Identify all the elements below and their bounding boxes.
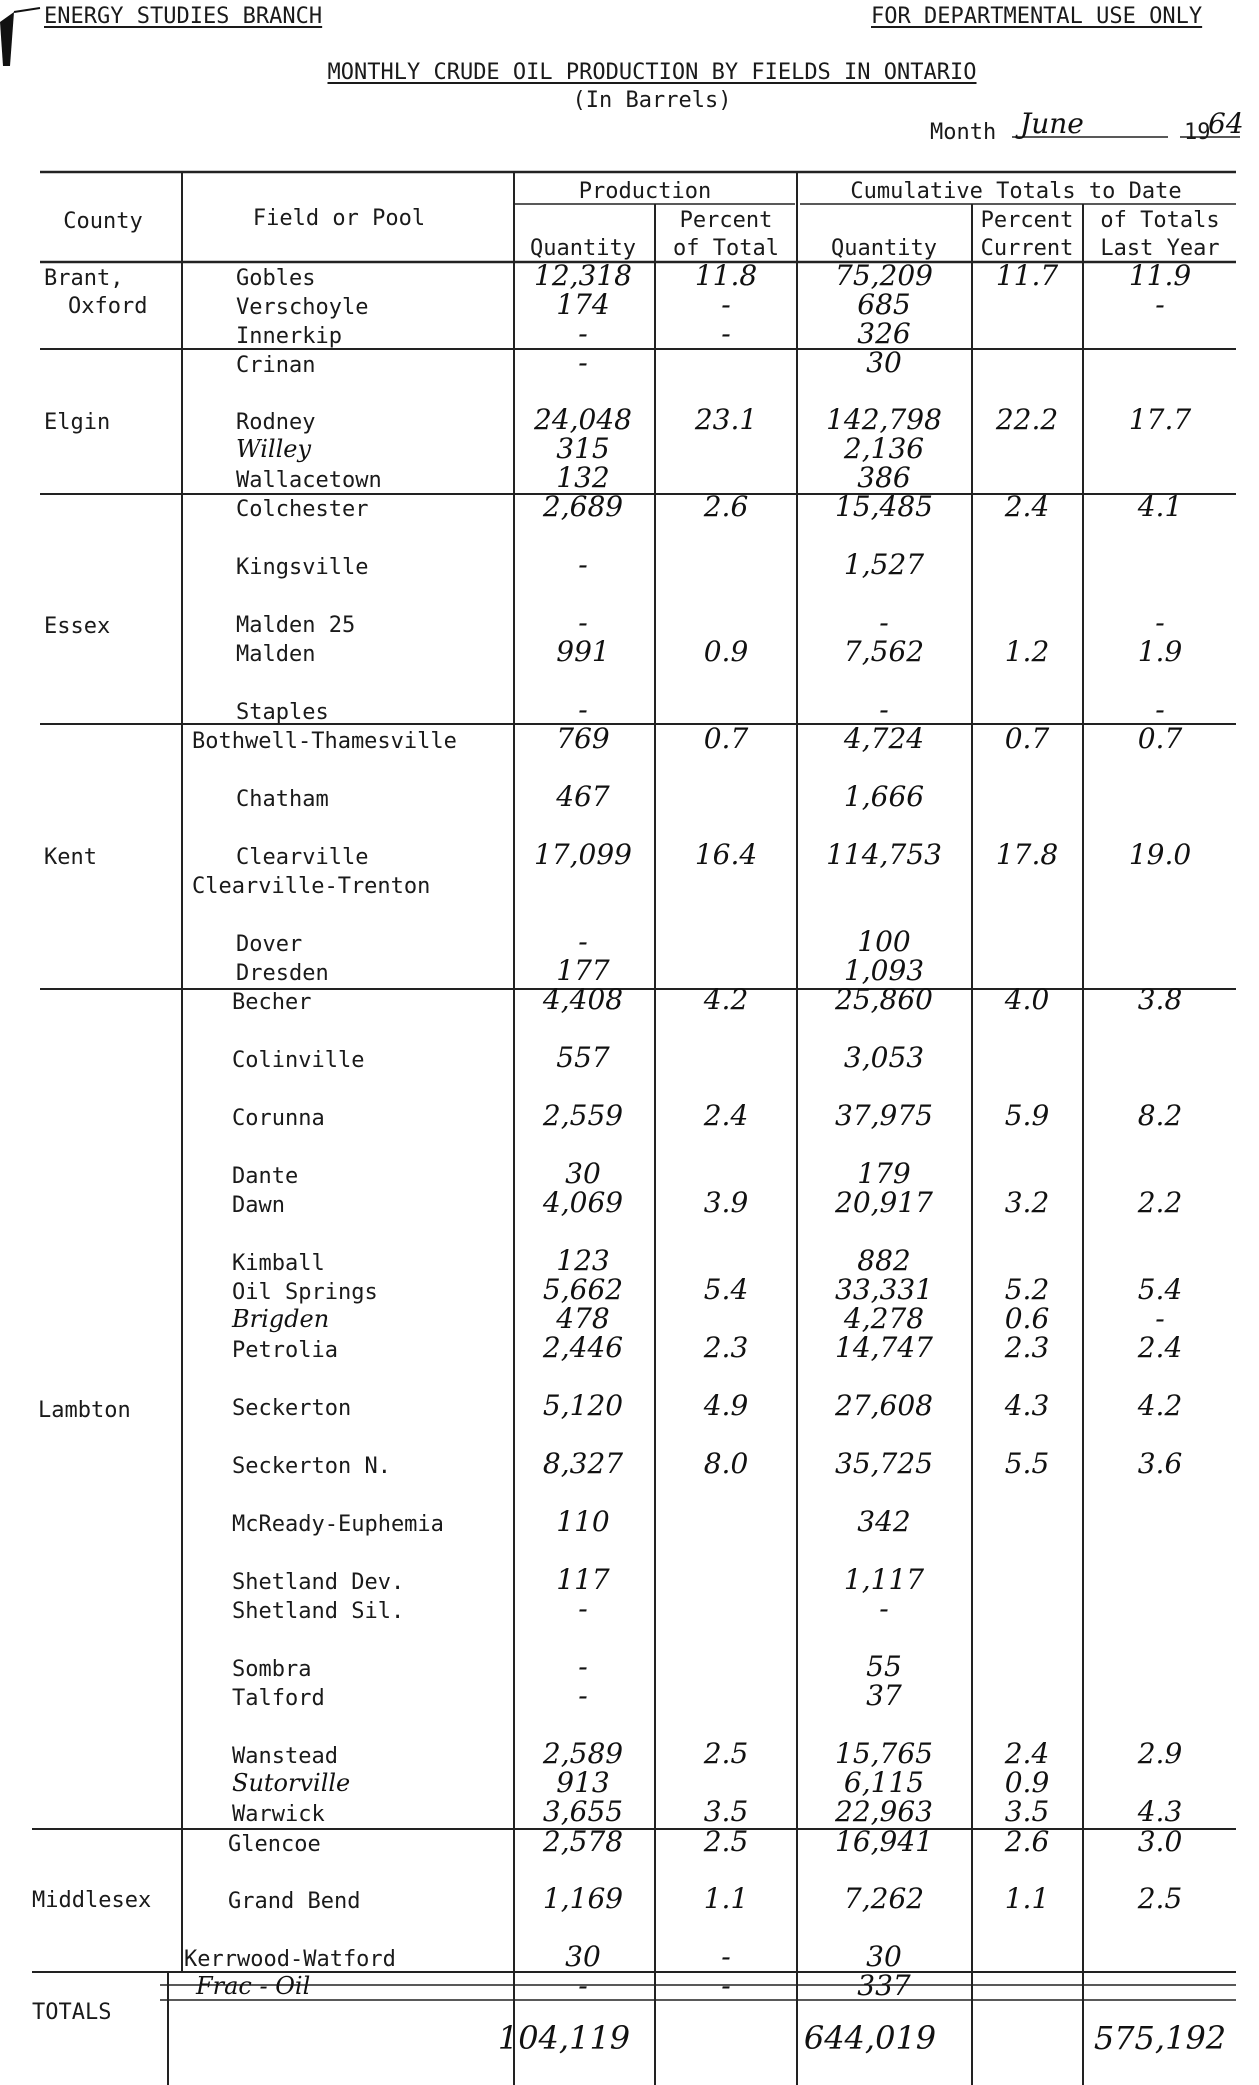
cell-cum-quantity: 4,724	[843, 722, 925, 755]
cell-field: Kingsville	[236, 555, 369, 580]
col-cumulative: Cumulative Totals to Date	[850, 179, 1182, 204]
cell-prod-quantity: 17,099	[534, 838, 632, 871]
cell-prod-percent: 2.6	[703, 490, 749, 523]
cell-field: Oil Springs	[232, 1280, 378, 1305]
cell-prod-percent: 2.5	[703, 1737, 749, 1770]
departmental-use-label: FOR DEPARTMENTAL USE ONLY	[871, 4, 1203, 29]
cell-cum-quantity: 1,117	[843, 1563, 925, 1596]
cell-field: Seckerton	[232, 1396, 352, 1421]
cell-field: Colinville	[232, 1048, 365, 1073]
cell-prod-quantity: 2,689	[542, 490, 624, 523]
cell-prod-quantity: 2,589	[542, 1737, 624, 1770]
county-kent: Kent	[44, 845, 97, 870]
cell-cum-current: 4.3	[1004, 1389, 1050, 1422]
cell-last-year: 4.3	[1137, 1795, 1183, 1828]
cell-cum-current: 5.2	[1004, 1273, 1050, 1306]
cell-field: Dresden	[236, 961, 329, 986]
cell-field: Colchester	[236, 497, 369, 522]
month-value: June	[1020, 107, 1084, 140]
cell-cum-quantity: -	[879, 606, 889, 639]
cell-cum-current: 1.2	[1004, 635, 1050, 668]
col-prod-quantity: Quantity	[530, 236, 636, 261]
col-prod-of-total: of Total	[673, 236, 779, 261]
cell-field: Warwick	[232, 1802, 325, 1827]
cell-field: Sutorville	[232, 1769, 351, 1797]
cell-cum-quantity: 3,053	[843, 1041, 925, 1074]
cell-field: Shetland Dev.	[232, 1570, 405, 1595]
cell-prod-percent: 0.7	[703, 722, 749, 755]
cell-field: Malden	[236, 642, 316, 667]
cell-prod-percent: 2.5	[703, 1825, 749, 1858]
cell-field: Dante	[232, 1164, 299, 1189]
county-essex: Essex	[44, 614, 111, 639]
col-cum-current: Current	[980, 236, 1074, 261]
cell-last-year: -	[1155, 1302, 1165, 1335]
cell-prod-quantity: 913	[556, 1766, 610, 1799]
cell-cum-quantity: 326	[857, 317, 911, 350]
cell-cum-current: 2.6	[1004, 1825, 1050, 1858]
cell-last-year: 19.0	[1128, 838, 1192, 871]
cell-prod-percent: 0.9	[703, 635, 749, 668]
cell-field: Crinan	[236, 353, 316, 378]
cell-cum-current: 3.2	[1004, 1186, 1050, 1219]
cell-cum-current: 3.5	[1004, 1795, 1050, 1828]
cell-cum-current: 22.2	[995, 403, 1059, 436]
cell-prod-percent: -	[721, 317, 731, 350]
year-prefix: 19	[1184, 120, 1211, 145]
cell-prod-quantity: 8,327	[542, 1447, 624, 1480]
cell-field: Frac - Oil	[196, 1972, 311, 2000]
cell-cum-quantity: 15,765	[835, 1737, 933, 1770]
branch-label: ENERGY STUDIES BRANCH	[44, 4, 323, 29]
cell-prod-quantity: 177	[556, 954, 610, 987]
cell-last-year: 3.0	[1137, 1825, 1183, 1858]
county-middlesex: Middlesex	[32, 1888, 152, 1913]
cell-cum-quantity: 1,093	[843, 954, 925, 987]
cell-cum-quantity: 179	[857, 1157, 911, 1190]
cell-prod-quantity: 769	[556, 722, 610, 755]
cell-cum-quantity: 337	[857, 1969, 911, 2002]
cell-last-year: 8.2	[1137, 1099, 1183, 1132]
cell-cum-quantity: 30	[866, 346, 902, 379]
cell-field: Innerkip	[236, 324, 342, 349]
cell-cum-current: 17.8	[995, 838, 1059, 871]
cell-last-year: 11.9	[1128, 259, 1192, 292]
cell-prod-quantity: -	[578, 925, 588, 958]
cell-cum-current: 0.6	[1004, 1302, 1050, 1335]
cell-field: Clearville-Trenton	[192, 874, 431, 899]
cell-last-year: 2.2	[1137, 1186, 1183, 1219]
col-cum-percent: Percent	[980, 208, 1074, 233]
cell-last-year: -	[1155, 693, 1165, 726]
cell-last-year: 4.1	[1137, 490, 1183, 523]
cell-prod-percent: -	[721, 1969, 731, 2002]
cell-field: McReady-Euphemia	[232, 1512, 444, 1537]
cell-field: Talford	[232, 1686, 325, 1711]
cell-field: Seckerton N.	[232, 1454, 391, 1479]
cell-cum-quantity: 27,608	[835, 1389, 933, 1422]
cell-cum-quantity: 15,485	[835, 490, 933, 523]
cell-cum-current: 1.1	[1004, 1882, 1050, 1915]
cell-cum-current: 2.3	[1004, 1331, 1050, 1364]
cell-field: Wallacetown	[236, 468, 382, 493]
cell-field: Bothwell-Thamesville	[192, 729, 457, 754]
cell-last-year: 0.7	[1137, 722, 1183, 755]
cell-field: Malden 25	[236, 613, 356, 638]
col-county: County	[63, 209, 143, 234]
cell-prod-quantity: 557	[556, 1041, 610, 1074]
cell-field: Dawn	[232, 1193, 285, 1218]
cell-field: Willey	[236, 435, 312, 463]
cell-prod-percent: 5.4	[703, 1273, 749, 1306]
county-brant: Brant,	[44, 266, 124, 291]
cell-prod-quantity: 3,655	[542, 1795, 624, 1828]
cell-last-year: 3.6	[1137, 1447, 1183, 1480]
cell-prod-quantity: 117	[556, 1563, 610, 1596]
county-elgin: Elgin	[44, 410, 111, 435]
cell-prod-percent: -	[721, 1940, 731, 1973]
cell-prod-percent: 3.5	[703, 1795, 749, 1828]
cell-cum-quantity: 1,666	[843, 780, 925, 813]
cell-prod-quantity: 110	[556, 1505, 610, 1538]
totals-quantity: 104,119	[497, 2019, 631, 2057]
cell-cum-quantity: 25,860	[835, 983, 933, 1016]
cell-prod-quantity: 478	[556, 1302, 610, 1335]
cell-prod-percent: 3.9	[703, 1186, 749, 1219]
cell-cum-quantity: 20,917	[835, 1186, 933, 1219]
cell-cum-quantity: 7,562	[843, 635, 925, 668]
cell-cum-current: 2.4	[1004, 490, 1050, 523]
cell-field: Sombra	[232, 1657, 312, 1682]
cell-last-year: 5.4	[1137, 1273, 1183, 1306]
cell-cum-current: 2.4	[1004, 1737, 1050, 1770]
page-subtitle: (In Barrels)	[572, 88, 732, 113]
cell-field: Staples	[236, 700, 329, 725]
county-oxford: Oxford	[68, 294, 148, 319]
cell-field: Gobles	[236, 266, 316, 291]
cell-cum-quantity: 342	[857, 1505, 911, 1538]
cell-prod-quantity: 5,120	[542, 1389, 624, 1422]
cell-last-year: 4.2	[1137, 1389, 1183, 1422]
cell-last-year: 2.4	[1137, 1331, 1183, 1364]
cell-prod-percent: 2.3	[703, 1331, 749, 1364]
cell-cum-quantity: 6,115	[843, 1766, 925, 1799]
cell-cum-current: 5.9	[1004, 1099, 1050, 1132]
cell-cum-quantity: 37,975	[835, 1099, 933, 1132]
cell-prod-quantity: 4,069	[542, 1186, 624, 1219]
cell-field: Grand Bend	[228, 1889, 361, 1914]
col-field: Field or Pool	[252, 206, 426, 231]
year-value: 64	[1208, 107, 1244, 140]
cell-cum-quantity: 100	[857, 925, 911, 958]
cell-prod-percent: 16.4	[694, 838, 758, 871]
cell-cum-current: 4.0	[1004, 983, 1050, 1016]
col-prod-percent: Percent	[679, 208, 773, 233]
cell-field: Petrolia	[232, 1338, 338, 1363]
cell-prod-percent: 1.1	[703, 1882, 749, 1915]
cell-field: Rodney	[236, 410, 316, 435]
cell-prod-percent: 4.9	[703, 1389, 749, 1422]
cell-last-year: 2.9	[1137, 1737, 1183, 1770]
cell-field: Shetland Sil.	[232, 1599, 405, 1624]
cell-field: Glencoe	[228, 1832, 321, 1857]
cell-field: Kerrwood-Watford	[184, 1947, 396, 1972]
month-label: Month	[930, 120, 997, 145]
totals-cumulative: 644,019	[803, 2019, 937, 2057]
cell-cum-quantity: 16,941	[835, 1825, 933, 1858]
cell-prod-quantity: -	[578, 1650, 588, 1683]
cell-cum-quantity: 685	[857, 288, 911, 321]
cell-cum-quantity: 75,209	[835, 259, 933, 292]
cell-cum-quantity: -	[879, 693, 889, 726]
cell-cum-quantity: 386	[857, 461, 911, 494]
col-cum-quantity: Quantity	[831, 236, 937, 261]
col-last-year: Last Year	[1100, 236, 1220, 261]
cell-field: Wanstead	[232, 1744, 338, 1769]
cell-cum-quantity: 4,278	[843, 1302, 925, 1335]
cell-prod-quantity: 24,048	[534, 403, 632, 436]
cell-cum-quantity: 35,725	[835, 1447, 933, 1480]
cell-prod-quantity: 123	[556, 1244, 610, 1277]
page-title: MONTHLY CRUDE OIL PRODUCTION BY FIELDS IN ONTARIO	[327, 60, 977, 85]
cell-prod-quantity: 30	[565, 1157, 601, 1190]
cell-field: Brigden	[232, 1305, 330, 1333]
cell-prod-quantity: 2,578	[542, 1825, 624, 1858]
cell-prod-quantity: 467	[556, 780, 610, 813]
cell-cum-current: 0.9	[1004, 1766, 1050, 1799]
cell-cum-quantity: 30	[866, 1940, 902, 1973]
totals-label: TOTALS	[32, 2000, 112, 2025]
cell-last-year: 17.7	[1128, 403, 1192, 436]
cell-prod-quantity: 991	[556, 635, 610, 668]
cell-cum-quantity: 882	[857, 1244, 911, 1277]
cell-prod-quantity: -	[578, 548, 588, 581]
cell-prod-quantity: 2,559	[542, 1099, 624, 1132]
totals-last-year: 575,192	[1093, 2019, 1227, 2057]
cell-prod-quantity: 1,169	[542, 1882, 624, 1915]
cell-prod-quantity: 12,318	[534, 259, 632, 292]
cell-field: Verschoyle	[236, 295, 369, 320]
cell-cum-quantity: 37	[866, 1679, 902, 1712]
cell-prod-percent: 2.4	[703, 1099, 749, 1132]
col-production: Production	[578, 179, 712, 204]
cell-prod-quantity: 132	[556, 461, 610, 494]
cell-prod-quantity: 30	[565, 1940, 601, 1973]
cell-cum-quantity: 55	[866, 1650, 902, 1683]
cell-last-year: 1.9	[1137, 635, 1183, 668]
cell-prod-percent: 8.0	[703, 1447, 749, 1480]
cell-cum-current: 5.5	[1004, 1447, 1050, 1480]
cell-cum-quantity: 114,753	[826, 838, 942, 871]
cell-cum-quantity: -	[879, 1592, 889, 1625]
cell-field: Chatham	[236, 787, 329, 812]
cell-prod-quantity: -	[578, 1592, 588, 1625]
cell-prod-quantity: -	[578, 1679, 588, 1712]
cell-field: Dover	[236, 932, 303, 957]
cell-prod-quantity: 174	[556, 288, 610, 321]
cell-cum-current: 11.7	[995, 259, 1059, 292]
cell-prod-quantity: -	[578, 317, 588, 350]
cell-prod-quantity: 5,662	[542, 1273, 624, 1306]
cell-prod-quantity: -	[578, 606, 588, 639]
cell-cum-quantity: 2,136	[843, 432, 925, 465]
cell-field: Kimball	[232, 1251, 325, 1276]
cell-last-year: 3.8	[1137, 983, 1183, 1016]
cell-field: Clearville	[236, 845, 369, 870]
cell-prod-percent: 11.8	[694, 259, 758, 292]
cell-prod-quantity: 315	[556, 432, 610, 465]
cell-field: Corunna	[232, 1106, 325, 1131]
cell-last-year: 2.5	[1137, 1882, 1183, 1915]
cell-prod-quantity: -	[578, 346, 588, 379]
county-lambton: Lambton	[38, 1398, 131, 1423]
cell-cum-quantity: 22,963	[835, 1795, 933, 1828]
cell-cum-quantity: 142,798	[826, 403, 942, 436]
cell-field: Becher	[232, 990, 312, 1015]
col-last-of-totals: of Totals	[1100, 208, 1220, 233]
cell-cum-quantity: 33,331	[835, 1273, 933, 1306]
cell-prod-percent: 23.1	[694, 403, 758, 436]
cell-prod-percent: -	[721, 288, 731, 321]
cell-last-year: -	[1155, 288, 1165, 321]
cell-cum-quantity: 14,747	[835, 1331, 933, 1364]
cell-prod-quantity: -	[578, 693, 588, 726]
cell-prod-percent: 4.2	[703, 983, 749, 1016]
cell-prod-quantity: -	[578, 1969, 588, 2002]
cell-cum-current: 0.7	[1004, 722, 1050, 755]
cell-prod-quantity: 2,446	[542, 1331, 624, 1364]
cell-last-year: -	[1155, 606, 1165, 639]
cell-prod-quantity: 4,408	[542, 983, 624, 1016]
cell-cum-quantity: 7,262	[843, 1882, 925, 1915]
cell-cum-quantity: 1,527	[843, 548, 925, 581]
